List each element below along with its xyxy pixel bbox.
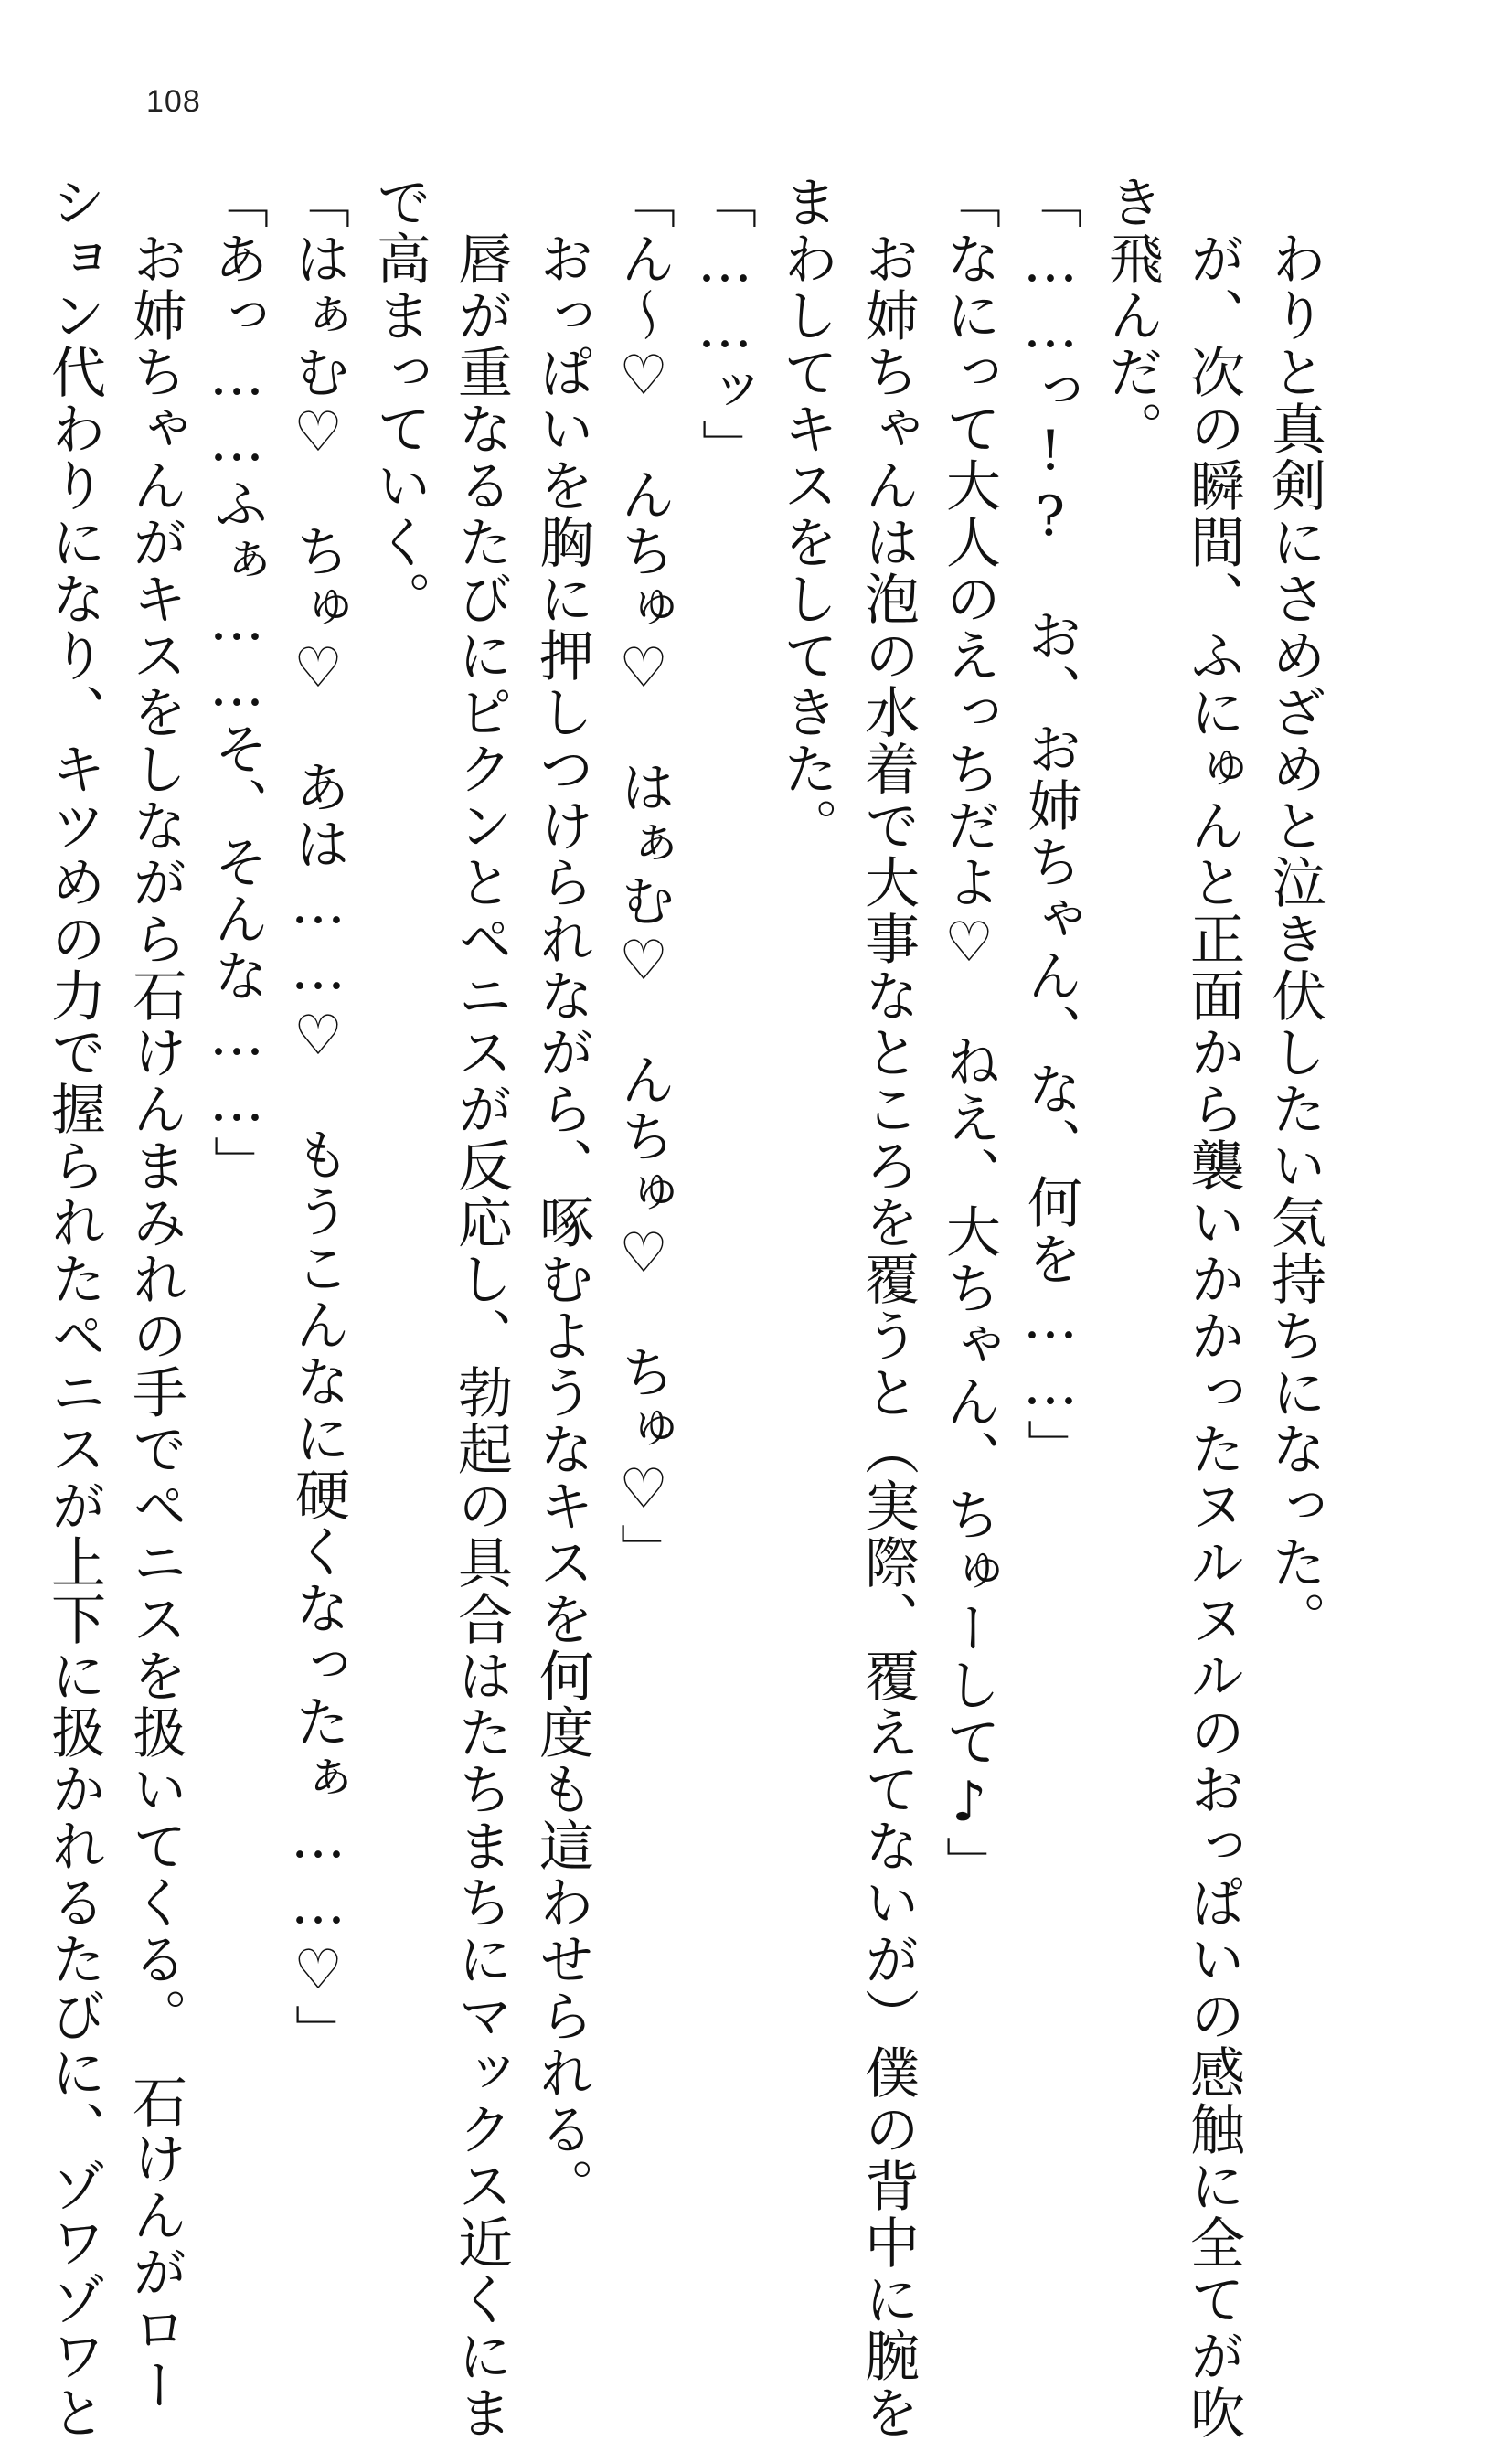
text-line: 「なにって大人のえっちだよ♡ ねえ、大ちゃん、ちゅーして♪」 [937, 174, 1001, 1892]
text-line: 唇が重なるたびにピクンとペニスが反応し、勃起の具合はたちまちにマックス近くにま [449, 174, 513, 2441]
text-line: 「……ッ」 [693, 174, 757, 475]
text-line: お姉ちゃんがキスをしながら石けんまみれの手でペニスを扱いてくる。 石けんがロー [123, 174, 187, 2414]
text-line: 「ん～♡ んちゅ♡ はぁむ♡ んちゅ♡ ちゅ♡」 [612, 174, 676, 1580]
body-text [42, 174, 1335, 2441]
text-line: わりと真剣にさめざめと泣き伏したい気持ちになった。 [1262, 174, 1326, 1647]
text-line: まわしてキスをしてきた。 [774, 174, 838, 854]
text-line: 「あっ……ふぁ……そ、そんな……」 [205, 174, 269, 1192]
text-line: 「はぁむ♡ ちゅ♡ あは……♡ もうこんなに硬くなったぁ……♡」 [286, 174, 350, 2061]
page-number: 108 [146, 84, 201, 119]
text-line: おっぱいを胸に押しつけられながら、啄むようなキスを何度も這わせられる。 [530, 174, 594, 2214]
text-line: ション代わりになり、キツめの力で握られたペニスが上下に扱かれるたびに、ゾワゾワと [42, 174, 106, 2441]
text-line: が、次の瞬間、ふにゅんと正面から襲いかかったヌルヌルのおっぱいの感触に全てが吹 [1181, 174, 1245, 2441]
text-line: で高まっていく。 [367, 174, 431, 627]
text-line: き飛んだ。 [1100, 174, 1164, 457]
text-line: お姉ちゃんは泡の水着で大事なところを覆うと（実際、覆えてないが）僕の背中に腕を [856, 174, 920, 2441]
text-line: 「……っ!? お、お姉ちゃん、な、何を……」 [1018, 174, 1082, 1476]
